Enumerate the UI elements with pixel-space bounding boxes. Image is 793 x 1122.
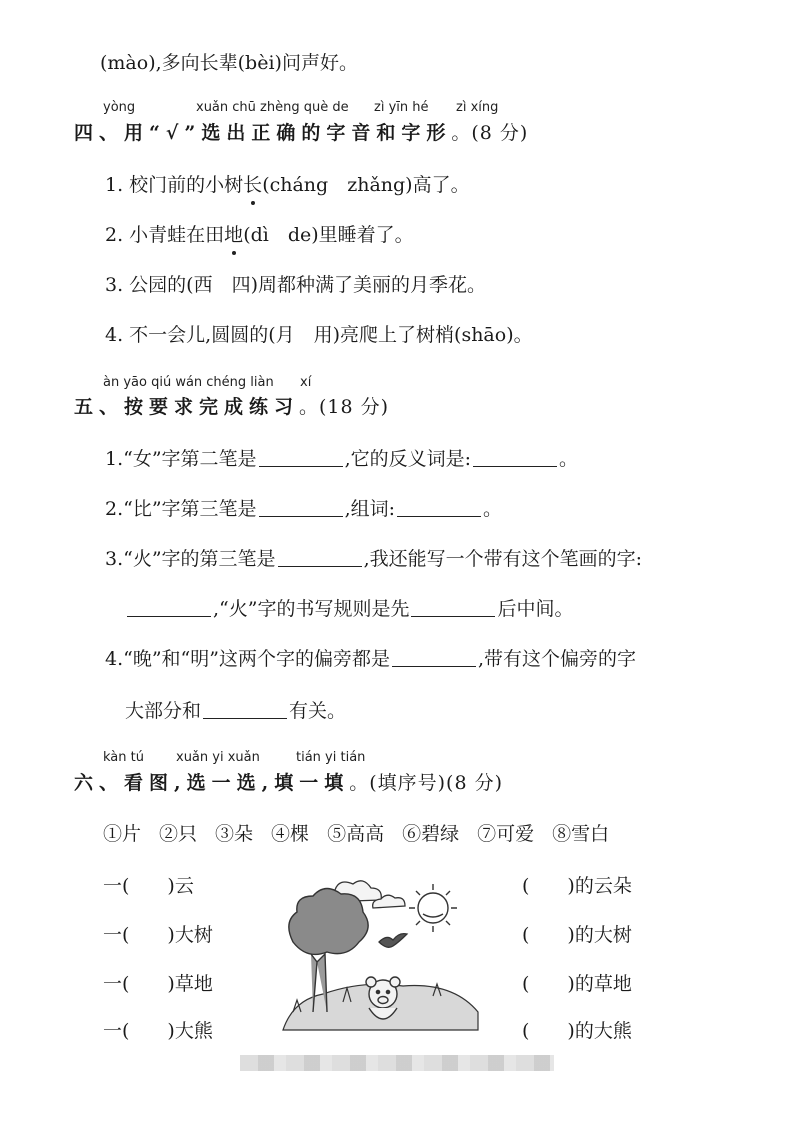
section5-q4 xyxy=(105,646,636,672)
section5-score: 。(18 分) xyxy=(299,396,390,418)
question-text: ,带有这个偏旁的字 xyxy=(477,648,637,670)
section4-title: 四、用“√”选出正确的字音和字形 xyxy=(74,122,452,144)
item-text: 1. 校门前的小树 xyxy=(105,174,244,196)
question-text: 4.“晚”和“明”这两个字的偏旁都是 xyxy=(105,648,390,670)
answer-blank[interactable] xyxy=(203,700,287,719)
scene-illustration xyxy=(283,862,478,1030)
question-text: ,我还能写一个带有这个笔画的字: xyxy=(363,548,643,570)
answer-blank[interactable] xyxy=(473,448,557,467)
question-text: ,它的反义词是: xyxy=(344,448,472,470)
section5-q4-cont xyxy=(125,698,346,724)
item-options: (cháng zhǎng)高了。 xyxy=(262,174,470,196)
option-5: ⑤高高 xyxy=(327,823,385,845)
section4-item-3: 3. 公园的(西 四)周都种满了美丽的月季花。 xyxy=(105,274,486,296)
sun-icon xyxy=(409,884,457,932)
section6-pinyin-3: tián yi tián xyxy=(296,750,366,765)
section4-pinyin-3: zì yīn hé xyxy=(374,100,429,115)
section4-pinyin-2: xuǎn chū zhèng què de xyxy=(196,100,349,115)
question-text: 。 xyxy=(483,498,503,520)
question-text: 后中间。 xyxy=(497,598,574,620)
section6-title: 六、看图,选一选,填一填 xyxy=(74,772,350,794)
section5-title: 五、按要求完成练习 xyxy=(74,396,300,418)
left-fill-1[interactable]: 一( )云 xyxy=(103,875,194,897)
answer-blank[interactable] xyxy=(397,498,481,517)
section5-heading xyxy=(74,394,389,420)
section5-q2 xyxy=(105,496,502,522)
left-fill-3[interactable]: 一( )草地 xyxy=(103,973,213,995)
question-text: 。 xyxy=(559,448,579,470)
option-6: ⑥碧绿 xyxy=(402,823,460,845)
emphasis-char: 长 xyxy=(243,174,263,196)
bird-icon xyxy=(379,934,407,948)
section4-item-1 xyxy=(105,172,470,198)
question-text: 有关。 xyxy=(289,700,347,722)
question-text: 2.“比”字第三笔是 xyxy=(105,498,257,520)
right-fill-1[interactable]: ( )的云朵 xyxy=(522,875,632,897)
section4-item-2 xyxy=(105,222,414,248)
right-fill-4[interactable]: ( )的大熊 xyxy=(522,1020,632,1042)
section5-pinyin-2: xí xyxy=(300,375,312,390)
option-2: ②只 xyxy=(159,823,198,845)
answer-blank[interactable] xyxy=(127,598,211,617)
answer-blank[interactable] xyxy=(259,498,343,517)
answer-blank[interactable] xyxy=(392,648,476,667)
right-fill-2[interactable]: ( )的大树 xyxy=(522,924,632,946)
section4-score: 。(8 分) xyxy=(451,122,529,144)
item-text: 2. 小青蛙在田 xyxy=(105,224,225,246)
blurred-footer-bar xyxy=(240,1055,554,1071)
question-text: ,“火”字的书写规则是先 xyxy=(213,598,410,620)
option-8: ⑧雪白 xyxy=(552,823,610,845)
item-options: (dì de)里睡着了。 xyxy=(243,224,414,246)
question-text: 大部分和 xyxy=(125,700,202,722)
question-text: ,组词: xyxy=(344,498,396,520)
section6-pinyin-2: xuǎn yi xuǎn xyxy=(176,750,260,765)
question-text: 1.“女”字第二笔是 xyxy=(105,448,257,470)
answer-blank[interactable] xyxy=(278,548,362,567)
right-fill-3[interactable]: ( )的草地 xyxy=(522,973,632,995)
word-options xyxy=(103,821,627,847)
answer-blank[interactable] xyxy=(411,598,495,617)
section5-q3 xyxy=(105,546,642,572)
option-7: ⑦可爱 xyxy=(477,823,535,845)
intro-tail-text: (mào),多向长辈(bèi)问声好。 xyxy=(100,52,358,74)
emphasis-char: 地 xyxy=(224,224,244,246)
answer-blank[interactable] xyxy=(259,448,343,467)
section4-pinyin-4: zì xíng xyxy=(456,100,499,115)
section4-heading xyxy=(74,120,528,146)
section4-item-4: 4. 不一会儿,圆圆的(月 用)亮爬上了树梢(shāo)。 xyxy=(105,324,533,346)
section6-heading xyxy=(74,770,503,796)
option-1: ①片 xyxy=(103,823,142,845)
section5-q3-cont xyxy=(125,596,573,622)
section6-pinyin-1: kàn tú xyxy=(103,750,144,765)
section5-pinyin-1: àn yāo qiú wán chéng liàn xyxy=(103,375,274,390)
section6-score: 。(填序号)(8 分) xyxy=(349,772,504,794)
left-fill-2[interactable]: 一( )大树 xyxy=(103,924,213,946)
question-text: 3.“火”字的第三笔是 xyxy=(105,548,276,570)
option-3: ③朵 xyxy=(215,823,254,845)
option-4: ④棵 xyxy=(271,823,310,845)
section4-pinyin-1: yòng xyxy=(103,100,136,115)
left-fill-4[interactable]: 一( )大熊 xyxy=(103,1020,213,1042)
section5-q1 xyxy=(105,446,578,472)
